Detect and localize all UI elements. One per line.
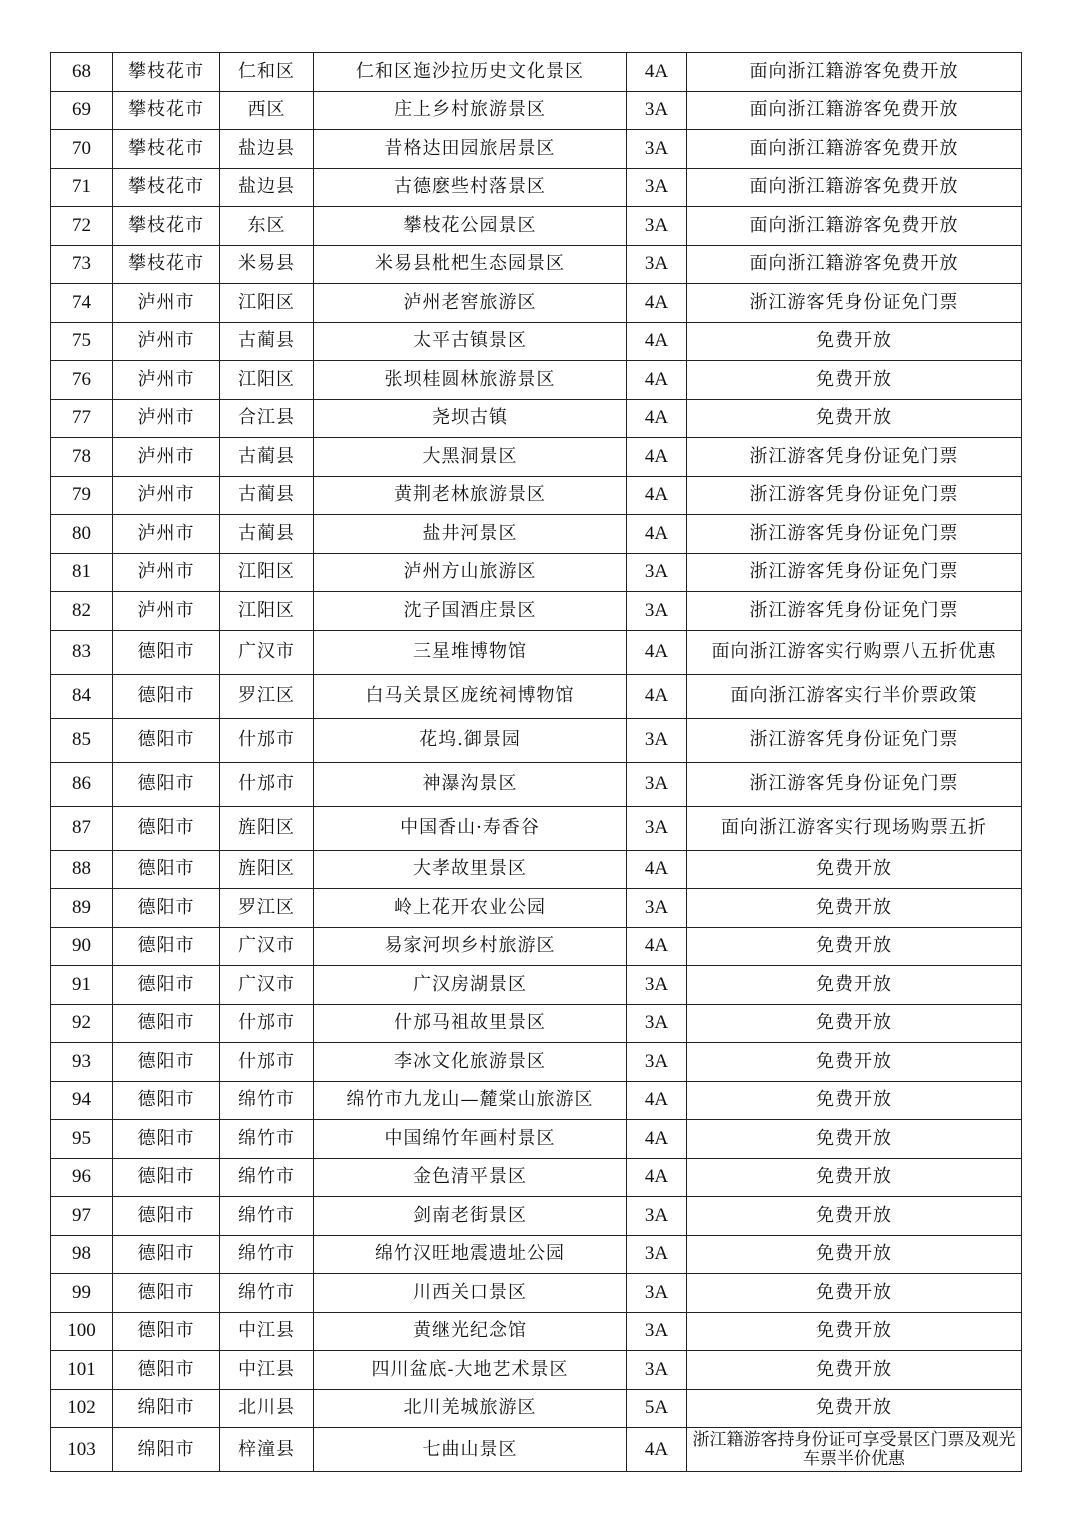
cell-scenic-spot: 大孝故里景区 <box>314 850 627 889</box>
cell-district: 什邡市 <box>220 1004 314 1043</box>
cell-city: 德阳市 <box>113 1081 220 1120</box>
cell-scenic-spot: 剑南老街景区 <box>314 1197 627 1236</box>
cell-scenic-spot: 古德麽些村落景区 <box>314 168 627 207</box>
cell-city: 德阳市 <box>113 1043 220 1082</box>
cell-number: 93 <box>51 1043 113 1082</box>
table-row <box>51 966 1022 1005</box>
table-row <box>51 762 1022 806</box>
table-row <box>51 322 1022 361</box>
cell-level: 3A <box>627 762 687 806</box>
cell-level: 4A <box>627 1158 687 1197</box>
cell-policy: 面向浙江籍游客免费开放 <box>687 91 1022 130</box>
cell-scenic-spot: 黄继光纪念馆 <box>314 1312 627 1351</box>
cell-number: 84 <box>51 674 113 718</box>
cell-district: 什邡市 <box>220 762 314 806</box>
cell-district: 古蔺县 <box>220 476 314 515</box>
cell-city: 泸州市 <box>113 284 220 323</box>
cell-scenic-spot: 易家河坝乡村旅游区 <box>314 927 627 966</box>
cell-number: 79 <box>51 476 113 515</box>
cell-city: 攀枝花市 <box>113 168 220 207</box>
table-row <box>51 284 1022 323</box>
cell-scenic-spot: 什邡马祖故里景区 <box>314 1004 627 1043</box>
cell-level: 4A <box>627 284 687 323</box>
table-row <box>51 806 1022 850</box>
cell-number: 73 <box>51 245 113 284</box>
cell-level: 4A <box>627 1120 687 1159</box>
cell-level: 3A <box>627 1235 687 1274</box>
cell-number: 74 <box>51 284 113 323</box>
cell-policy: 面向浙江籍游客免费开放 <box>687 53 1022 92</box>
cell-city: 绵阳市 <box>113 1389 220 1428</box>
table-row <box>51 438 1022 477</box>
cell-policy: 面向浙江籍游客免费开放 <box>687 130 1022 169</box>
cell-level: 4A <box>627 1428 687 1472</box>
cell-city: 泸州市 <box>113 438 220 477</box>
cell-policy: 免费开放 <box>687 889 1022 928</box>
cell-policy: 免费开放 <box>687 966 1022 1005</box>
cell-city: 泸州市 <box>113 399 220 438</box>
cell-city: 泸州市 <box>113 322 220 361</box>
table-row <box>51 1274 1022 1313</box>
cell-number: 89 <box>51 889 113 928</box>
cell-policy: 免费开放 <box>687 1004 1022 1043</box>
cell-district: 绵竹市 <box>220 1120 314 1159</box>
cell-scenic-spot: 四川盆底-大地艺术景区 <box>314 1351 627 1390</box>
cell-district: 梓潼县 <box>220 1428 314 1472</box>
table-row <box>51 1312 1022 1351</box>
cell-scenic-spot: 大黑洞景区 <box>314 438 627 477</box>
cell-scenic-spot: 庄上乡村旅游景区 <box>314 91 627 130</box>
cell-district: 旌阳区 <box>220 806 314 850</box>
cell-level: 3A <box>627 592 687 631</box>
cell-policy: 面向浙江籍游客免费开放 <box>687 245 1022 284</box>
cell-policy: 浙江游客凭身份证免门票 <box>687 284 1022 323</box>
cell-level: 3A <box>627 130 687 169</box>
cell-policy: 面向浙江籍游客免费开放 <box>687 168 1022 207</box>
cell-policy: 免费开放 <box>687 1389 1022 1428</box>
cell-scenic-spot: 张坝桂圆林旅游景区 <box>314 361 627 400</box>
cell-policy: 免费开放 <box>687 1312 1022 1351</box>
cell-policy: 免费开放 <box>687 1274 1022 1313</box>
table-row <box>51 718 1022 762</box>
cell-policy: 免费开放 <box>687 850 1022 889</box>
cell-district: 古蔺县 <box>220 438 314 477</box>
cell-number: 92 <box>51 1004 113 1043</box>
cell-level: 4A <box>627 515 687 554</box>
cell-district: 什邡市 <box>220 1043 314 1082</box>
cell-number: 88 <box>51 850 113 889</box>
cell-level: 3A <box>627 889 687 928</box>
cell-scenic-spot: 泸州老窖旅游区 <box>314 284 627 323</box>
cell-level: 3A <box>627 245 687 284</box>
cell-number: 100 <box>51 1312 113 1351</box>
cell-policy: 免费开放 <box>687 1351 1022 1390</box>
cell-policy: 浙江游客凭身份证免门票 <box>687 762 1022 806</box>
cell-district: 广汉市 <box>220 966 314 1005</box>
cell-number: 71 <box>51 168 113 207</box>
table-row <box>51 168 1022 207</box>
cell-level: 3A <box>627 91 687 130</box>
cell-number: 72 <box>51 207 113 246</box>
cell-city: 泸州市 <box>113 476 220 515</box>
cell-district: 中江县 <box>220 1351 314 1390</box>
cell-scenic-spot: 绵竹市九龙山—麓棠山旅游区 <box>314 1081 627 1120</box>
cell-scenic-spot: 米易县枇杷生态园景区 <box>314 245 627 284</box>
cell-city: 德阳市 <box>113 1120 220 1159</box>
cell-city: 攀枝花市 <box>113 53 220 92</box>
cell-number: 95 <box>51 1120 113 1159</box>
cell-district: 西区 <box>220 91 314 130</box>
cell-district: 江阳区 <box>220 284 314 323</box>
cell-number: 75 <box>51 322 113 361</box>
cell-scenic-spot: 攀枝花公园景区 <box>314 207 627 246</box>
table-row <box>51 1043 1022 1082</box>
cell-city: 绵阳市 <box>113 1428 220 1472</box>
cell-level: 4A <box>627 399 687 438</box>
cell-number: 102 <box>51 1389 113 1428</box>
cell-district: 绵竹市 <box>220 1274 314 1313</box>
cell-policy: 免费开放 <box>687 322 1022 361</box>
cell-district: 古蔺县 <box>220 322 314 361</box>
cell-district: 广汉市 <box>220 927 314 966</box>
cell-number: 85 <box>51 718 113 762</box>
cell-city: 德阳市 <box>113 927 220 966</box>
cell-city: 泸州市 <box>113 515 220 554</box>
cell-district: 江阳区 <box>220 361 314 400</box>
cell-district: 绵竹市 <box>220 1081 314 1120</box>
cell-policy: 浙江游客凭身份证免门票 <box>687 718 1022 762</box>
cell-number: 70 <box>51 130 113 169</box>
cell-city: 攀枝花市 <box>113 207 220 246</box>
cell-policy: 免费开放 <box>687 1081 1022 1120</box>
cell-scenic-spot: 神瀑沟景区 <box>314 762 627 806</box>
cell-scenic-spot: 三星堆博物馆 <box>314 630 627 674</box>
cell-city: 德阳市 <box>113 1312 220 1351</box>
table-row <box>51 91 1022 130</box>
cell-policy: 免费开放 <box>687 1197 1022 1236</box>
cell-district: 江阳区 <box>220 553 314 592</box>
cell-scenic-spot: 黄荆老林旅游景区 <box>314 476 627 515</box>
cell-level: 3A <box>627 1312 687 1351</box>
scenic-spots-table <box>50 52 1022 1472</box>
cell-level: 4A <box>627 850 687 889</box>
cell-number: 68 <box>51 53 113 92</box>
cell-level: 3A <box>627 1197 687 1236</box>
cell-level: 3A <box>627 966 687 1005</box>
table-row <box>51 1235 1022 1274</box>
table-row <box>51 207 1022 246</box>
cell-city: 泸州市 <box>113 553 220 592</box>
cell-number: 103 <box>51 1428 113 1472</box>
cell-level: 3A <box>627 553 687 592</box>
table-row <box>51 553 1022 592</box>
cell-scenic-spot: 七曲山景区 <box>314 1428 627 1472</box>
cell-district: 绵竹市 <box>220 1158 314 1197</box>
cell-scenic-spot: 盐井河景区 <box>314 515 627 554</box>
cell-level: 3A <box>627 1043 687 1082</box>
cell-level: 4A <box>627 1081 687 1120</box>
cell-number: 77 <box>51 399 113 438</box>
cell-scenic-spot: 仁和区迤沙拉历史文化景区 <box>314 53 627 92</box>
cell-level: 5A <box>627 1389 687 1428</box>
cell-city: 攀枝花市 <box>113 130 220 169</box>
cell-district: 罗江区 <box>220 889 314 928</box>
table-row <box>51 515 1022 554</box>
cell-number: 83 <box>51 630 113 674</box>
cell-number: 76 <box>51 361 113 400</box>
cell-district: 广汉市 <box>220 630 314 674</box>
cell-scenic-spot: 太平古镇景区 <box>314 322 627 361</box>
cell-level: 3A <box>627 1004 687 1043</box>
cell-level: 3A <box>627 806 687 850</box>
cell-city: 德阳市 <box>113 718 220 762</box>
table-row <box>51 399 1022 438</box>
cell-district: 江阳区 <box>220 592 314 631</box>
cell-policy: 免费开放 <box>687 1158 1022 1197</box>
cell-city: 德阳市 <box>113 1004 220 1043</box>
table-row <box>51 889 1022 928</box>
cell-number: 91 <box>51 966 113 1005</box>
cell-number: 90 <box>51 927 113 966</box>
cell-city: 德阳市 <box>113 630 220 674</box>
cell-city: 德阳市 <box>113 674 220 718</box>
cell-level: 3A <box>627 168 687 207</box>
cell-level: 4A <box>627 361 687 400</box>
cell-policy: 浙江游客凭身份证免门票 <box>687 476 1022 515</box>
cell-policy: 免费开放 <box>687 1043 1022 1082</box>
table-row <box>51 1428 1022 1472</box>
cell-scenic-spot: 泸州方山旅游区 <box>314 553 627 592</box>
cell-policy: 免费开放 <box>687 361 1022 400</box>
cell-policy: 免费开放 <box>687 399 1022 438</box>
table-row <box>51 630 1022 674</box>
cell-number: 81 <box>51 553 113 592</box>
cell-scenic-spot: 白马关景区庞统祠博物馆 <box>314 674 627 718</box>
cell-scenic-spot: 绵竹汉旺地震遗址公园 <box>314 1235 627 1274</box>
cell-number: 80 <box>51 515 113 554</box>
cell-scenic-spot: 尧坝古镇 <box>314 399 627 438</box>
cell-number: 94 <box>51 1081 113 1120</box>
table-row <box>51 1004 1022 1043</box>
table-row <box>51 850 1022 889</box>
cell-city: 德阳市 <box>113 1351 220 1390</box>
cell-city: 德阳市 <box>113 1197 220 1236</box>
cell-level: 4A <box>627 476 687 515</box>
cell-district: 中江县 <box>220 1312 314 1351</box>
cell-city: 泸州市 <box>113 361 220 400</box>
cell-district: 米易县 <box>220 245 314 284</box>
table-row <box>51 245 1022 284</box>
cell-scenic-spot: 中国香山·寿香谷 <box>314 806 627 850</box>
cell-city: 德阳市 <box>113 966 220 1005</box>
cell-district: 什邡市 <box>220 718 314 762</box>
cell-scenic-spot: 昔格达田园旅居景区 <box>314 130 627 169</box>
cell-policy: 面向浙江游客实行现场购票五折 <box>687 806 1022 850</box>
cell-level: 4A <box>627 322 687 361</box>
table-row <box>51 927 1022 966</box>
cell-district: 盐边县 <box>220 130 314 169</box>
cell-number: 78 <box>51 438 113 477</box>
cell-scenic-spot: 川西关口景区 <box>314 1274 627 1313</box>
cell-policy: 面向浙江籍游客免费开放 <box>687 207 1022 246</box>
table-row <box>51 1120 1022 1159</box>
cell-city: 德阳市 <box>113 806 220 850</box>
cell-scenic-spot: 沈子国酒庄景区 <box>314 592 627 631</box>
cell-number: 87 <box>51 806 113 850</box>
cell-scenic-spot: 李冰文化旅游景区 <box>314 1043 627 1082</box>
cell-level: 4A <box>627 674 687 718</box>
cell-level: 4A <box>627 927 687 966</box>
cell-city: 德阳市 <box>113 1235 220 1274</box>
table-row <box>51 1197 1022 1236</box>
cell-policy: 免费开放 <box>687 1120 1022 1159</box>
cell-scenic-spot: 广汉房湖景区 <box>314 966 627 1005</box>
cell-district: 合江县 <box>220 399 314 438</box>
cell-number: 98 <box>51 1235 113 1274</box>
table-body <box>51 53 1022 1472</box>
cell-number: 82 <box>51 592 113 631</box>
cell-policy: 免费开放 <box>687 927 1022 966</box>
cell-level: 3A <box>627 1351 687 1390</box>
cell-city: 攀枝花市 <box>113 245 220 284</box>
cell-district: 北川县 <box>220 1389 314 1428</box>
cell-city: 泸州市 <box>113 592 220 631</box>
cell-policy: 面向浙江游客实行购票八五折优惠 <box>687 630 1022 674</box>
cell-policy: 浙江游客凭身份证免门票 <box>687 438 1022 477</box>
cell-level: 4A <box>627 438 687 477</box>
cell-policy: 面向浙江游客实行半价票政策 <box>687 674 1022 718</box>
cell-policy: 浙江游客凭身份证免门票 <box>687 592 1022 631</box>
cell-level: 4A <box>627 53 687 92</box>
table-row <box>51 53 1022 92</box>
cell-policy: 浙江游客凭身份证免门票 <box>687 553 1022 592</box>
cell-number: 86 <box>51 762 113 806</box>
table-row <box>51 130 1022 169</box>
cell-level: 3A <box>627 718 687 762</box>
cell-district: 古蔺县 <box>220 515 314 554</box>
cell-district: 罗江区 <box>220 674 314 718</box>
cell-city: 德阳市 <box>113 1274 220 1313</box>
cell-number: 99 <box>51 1274 113 1313</box>
cell-policy: 浙江籍游客持身份证可享受景区门票及观光车票半价优惠 <box>687 1428 1022 1472</box>
table-row <box>51 1158 1022 1197</box>
cell-city: 德阳市 <box>113 1158 220 1197</box>
cell-policy: 浙江游客凭身份证免门票 <box>687 515 1022 554</box>
cell-scenic-spot: 岭上花开农业公园 <box>314 889 627 928</box>
cell-scenic-spot: 北川羌城旅游区 <box>314 1389 627 1428</box>
cell-level: 3A <box>627 1274 687 1313</box>
table-row <box>51 674 1022 718</box>
cell-city: 攀枝花市 <box>113 91 220 130</box>
table-row <box>51 592 1022 631</box>
cell-scenic-spot: 中国绵竹年画村景区 <box>314 1120 627 1159</box>
table-row <box>51 1389 1022 1428</box>
cell-district: 仁和区 <box>220 53 314 92</box>
table-row <box>51 361 1022 400</box>
table-row <box>51 1081 1022 1120</box>
table-row <box>51 1351 1022 1390</box>
cell-scenic-spot: 花坞.御景园 <box>314 718 627 762</box>
cell-number: 96 <box>51 1158 113 1197</box>
cell-level: 3A <box>627 207 687 246</box>
cell-district: 盐边县 <box>220 168 314 207</box>
cell-level: 4A <box>627 630 687 674</box>
cell-district: 旌阳区 <box>220 850 314 889</box>
cell-city: 德阳市 <box>113 762 220 806</box>
cell-number: 101 <box>51 1351 113 1390</box>
table-row <box>51 476 1022 515</box>
cell-policy: 免费开放 <box>687 1235 1022 1274</box>
cell-district: 绵竹市 <box>220 1197 314 1236</box>
cell-district: 绵竹市 <box>220 1235 314 1274</box>
cell-city: 德阳市 <box>113 850 220 889</box>
cell-number: 97 <box>51 1197 113 1236</box>
cell-number: 69 <box>51 91 113 130</box>
cell-district: 东区 <box>220 207 314 246</box>
cell-city: 德阳市 <box>113 889 220 928</box>
cell-scenic-spot: 金色清平景区 <box>314 1158 627 1197</box>
